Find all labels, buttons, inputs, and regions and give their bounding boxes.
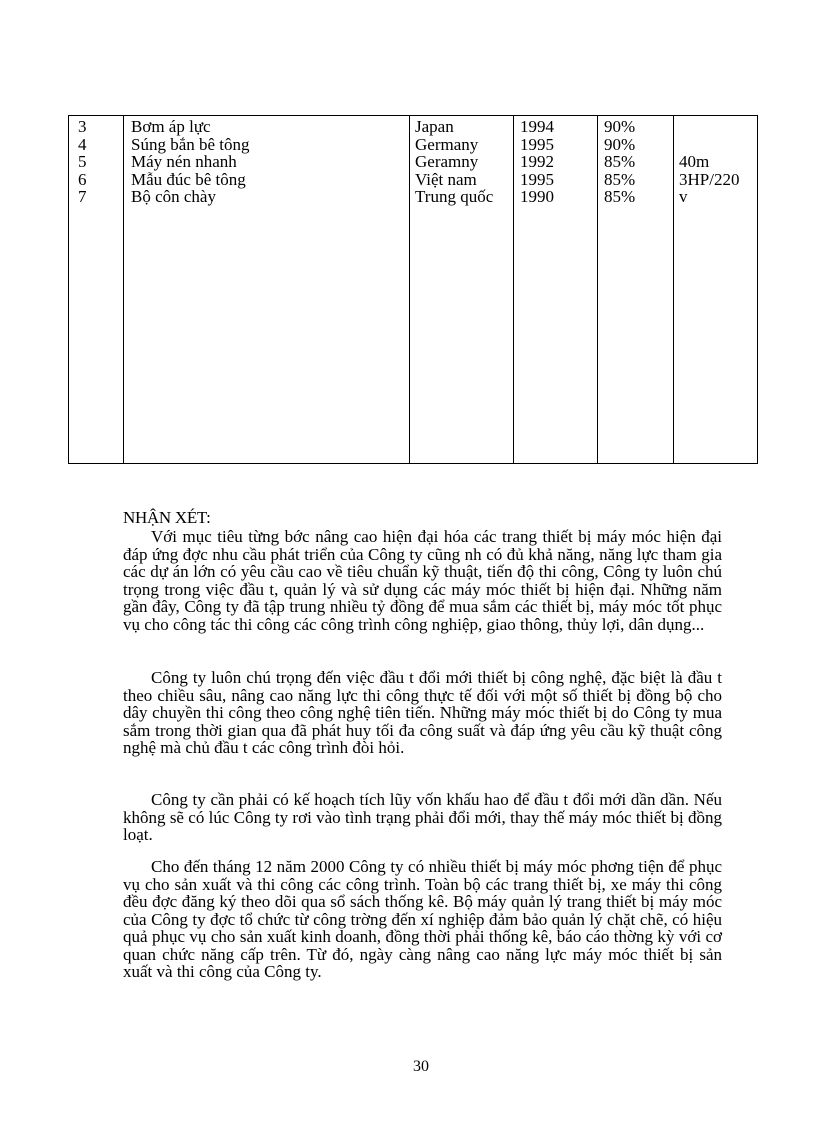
paragraph-1: Với mục tiêu từng bớc nâng cao hiện đại hóa các trang thiết bị máy móc hiện đại đáp ứng đợc nhu cầu phát triển của Công ty cũng nh có đủ khả năng, năng lực tham gia các dự án lớn có yêu cầu cao về tiêu chuẩn kỹ thuật, tiến độ thi công, Công ty luôn chú trọng trong việc đầu t, quản lý và sử dụng các máy móc thiết bị hiện đại. Những năm gần đây, Công ty đã tập trung nhiều tỷ đồng để mua sắm các thiết bị, máy móc tốt phục vụ cho công tác thi công các công trình công nghiệp, giao thông, thủy lợi, dân dụng...	[123, 527, 722, 634]
table-cell-year: 1994	[520, 117, 554, 136]
column-equipment-name	[131, 118, 250, 206]
table-cell-origin: Germany	[415, 134, 479, 154]
table-cell-spec: v	[679, 187, 688, 206]
column-divider	[673, 116, 674, 463]
table-cell-spec	[679, 136, 739, 154]
column-quality	[604, 118, 635, 206]
table-cell-origin: Geramny	[415, 152, 479, 171]
column-divider	[409, 116, 410, 463]
table-cell-quality: 85%	[604, 152, 636, 171]
table-cell-number: 3	[78, 117, 87, 136]
table-cell-number: 5	[78, 152, 87, 171]
table-cell-spec	[679, 118, 739, 136]
column-specification	[679, 118, 739, 206]
table-cell-quality: 85%	[604, 169, 636, 189]
table-cell-year: 1995	[520, 134, 554, 154]
table-cell-origin: Japan	[415, 117, 454, 136]
table-cell-origin: Việt nam	[415, 169, 477, 189]
table-cell-year: 1995	[520, 169, 554, 189]
column-divider	[513, 116, 514, 463]
table-cell-name: Mẫu đúc bê tông	[131, 169, 246, 189]
equipment-table	[68, 115, 758, 464]
paragraph-3: Công ty cần phải có kế hoạch tích lũy vốn khấu hao để đầu t đổi mới dần dần. Nếu không sẽ có lúc Công ty rơi vào tình trạng phải đổi mới, thay thế máy móc thiết bị đồng loạt.	[123, 790, 722, 844]
paragraph-4: Cho đến tháng 12 năm 2000 Công ty có nhiều thiết bị máy móc phơng tiện để phục vụ cho sản xuất và thi công các công trình. Toàn bộ các trang thiết bị, xe máy thi công đều đợc đăng ký theo dõi qua sổ sách thống kê. Bộ máy quản lý trang thiết bị máy móc của Công ty đợc tổ chức từ công trờng đến xí nghiệp đảm bảo quản lý chặt chẽ, có hiệu quả phục vụ cho sản xuất kinh doanh, đồng thời phải thống kê, báo cáo thờng kỳ với cơ quan chức năng cấp trên. Từ đó, ngày càng nâng cao năng lực máy móc thiết bị sản xuất và thi công của Công ty.	[123, 857, 722, 981]
table-cell-year: 1990	[520, 187, 554, 206]
section-heading: NHẬN XÉT:	[123, 508, 211, 527]
table-cell-name: Bơm áp lực	[131, 117, 211, 136]
paragraph-2: Công ty luôn chú trọng đến việc đầu t đổi mới thiết bị công nghệ, đặc biệt là đầu t theo chiều sâu, nâng cao năng lực thi công thực tế đối với một số thiết bị đồng bộ cho dây chuyền thi công theo công nghệ tiên tiến. Những máy móc thiết bị do Công ty mua sắm trong thời gian qua đã phát huy tối đa công suất và đáp ứng yêu cầu kỹ thuật công nghệ mà chủ đầu t các công trình đòi hỏi.	[123, 668, 722, 757]
column-divider	[597, 116, 598, 463]
table-cell-number: 7	[78, 187, 87, 206]
table-cell-origin: Trung quốc	[415, 187, 494, 206]
column-number	[78, 118, 87, 206]
table-cell-year: 1992	[520, 152, 554, 171]
column-origin	[415, 118, 493, 206]
table-cell-quality: 90%	[604, 117, 636, 136]
table-cell-spec: 3HP/220	[679, 169, 740, 189]
table-cell-name: Bộ côn chày	[131, 187, 216, 206]
page-number: 30	[413, 1058, 429, 1075]
column-year	[520, 118, 554, 206]
table-cell-spec: 40m	[679, 152, 710, 171]
table-cell-number: 6	[78, 169, 87, 189]
table-cell-name: Máy nén nhanh	[131, 152, 237, 171]
column-divider	[123, 116, 124, 463]
table-cell-quality: 90%	[604, 134, 636, 154]
table-cell-quality: 85%	[604, 187, 636, 206]
table-cell-number: 4	[78, 134, 87, 154]
table-cell-name: Súng bắn bê tông	[131, 134, 250, 154]
